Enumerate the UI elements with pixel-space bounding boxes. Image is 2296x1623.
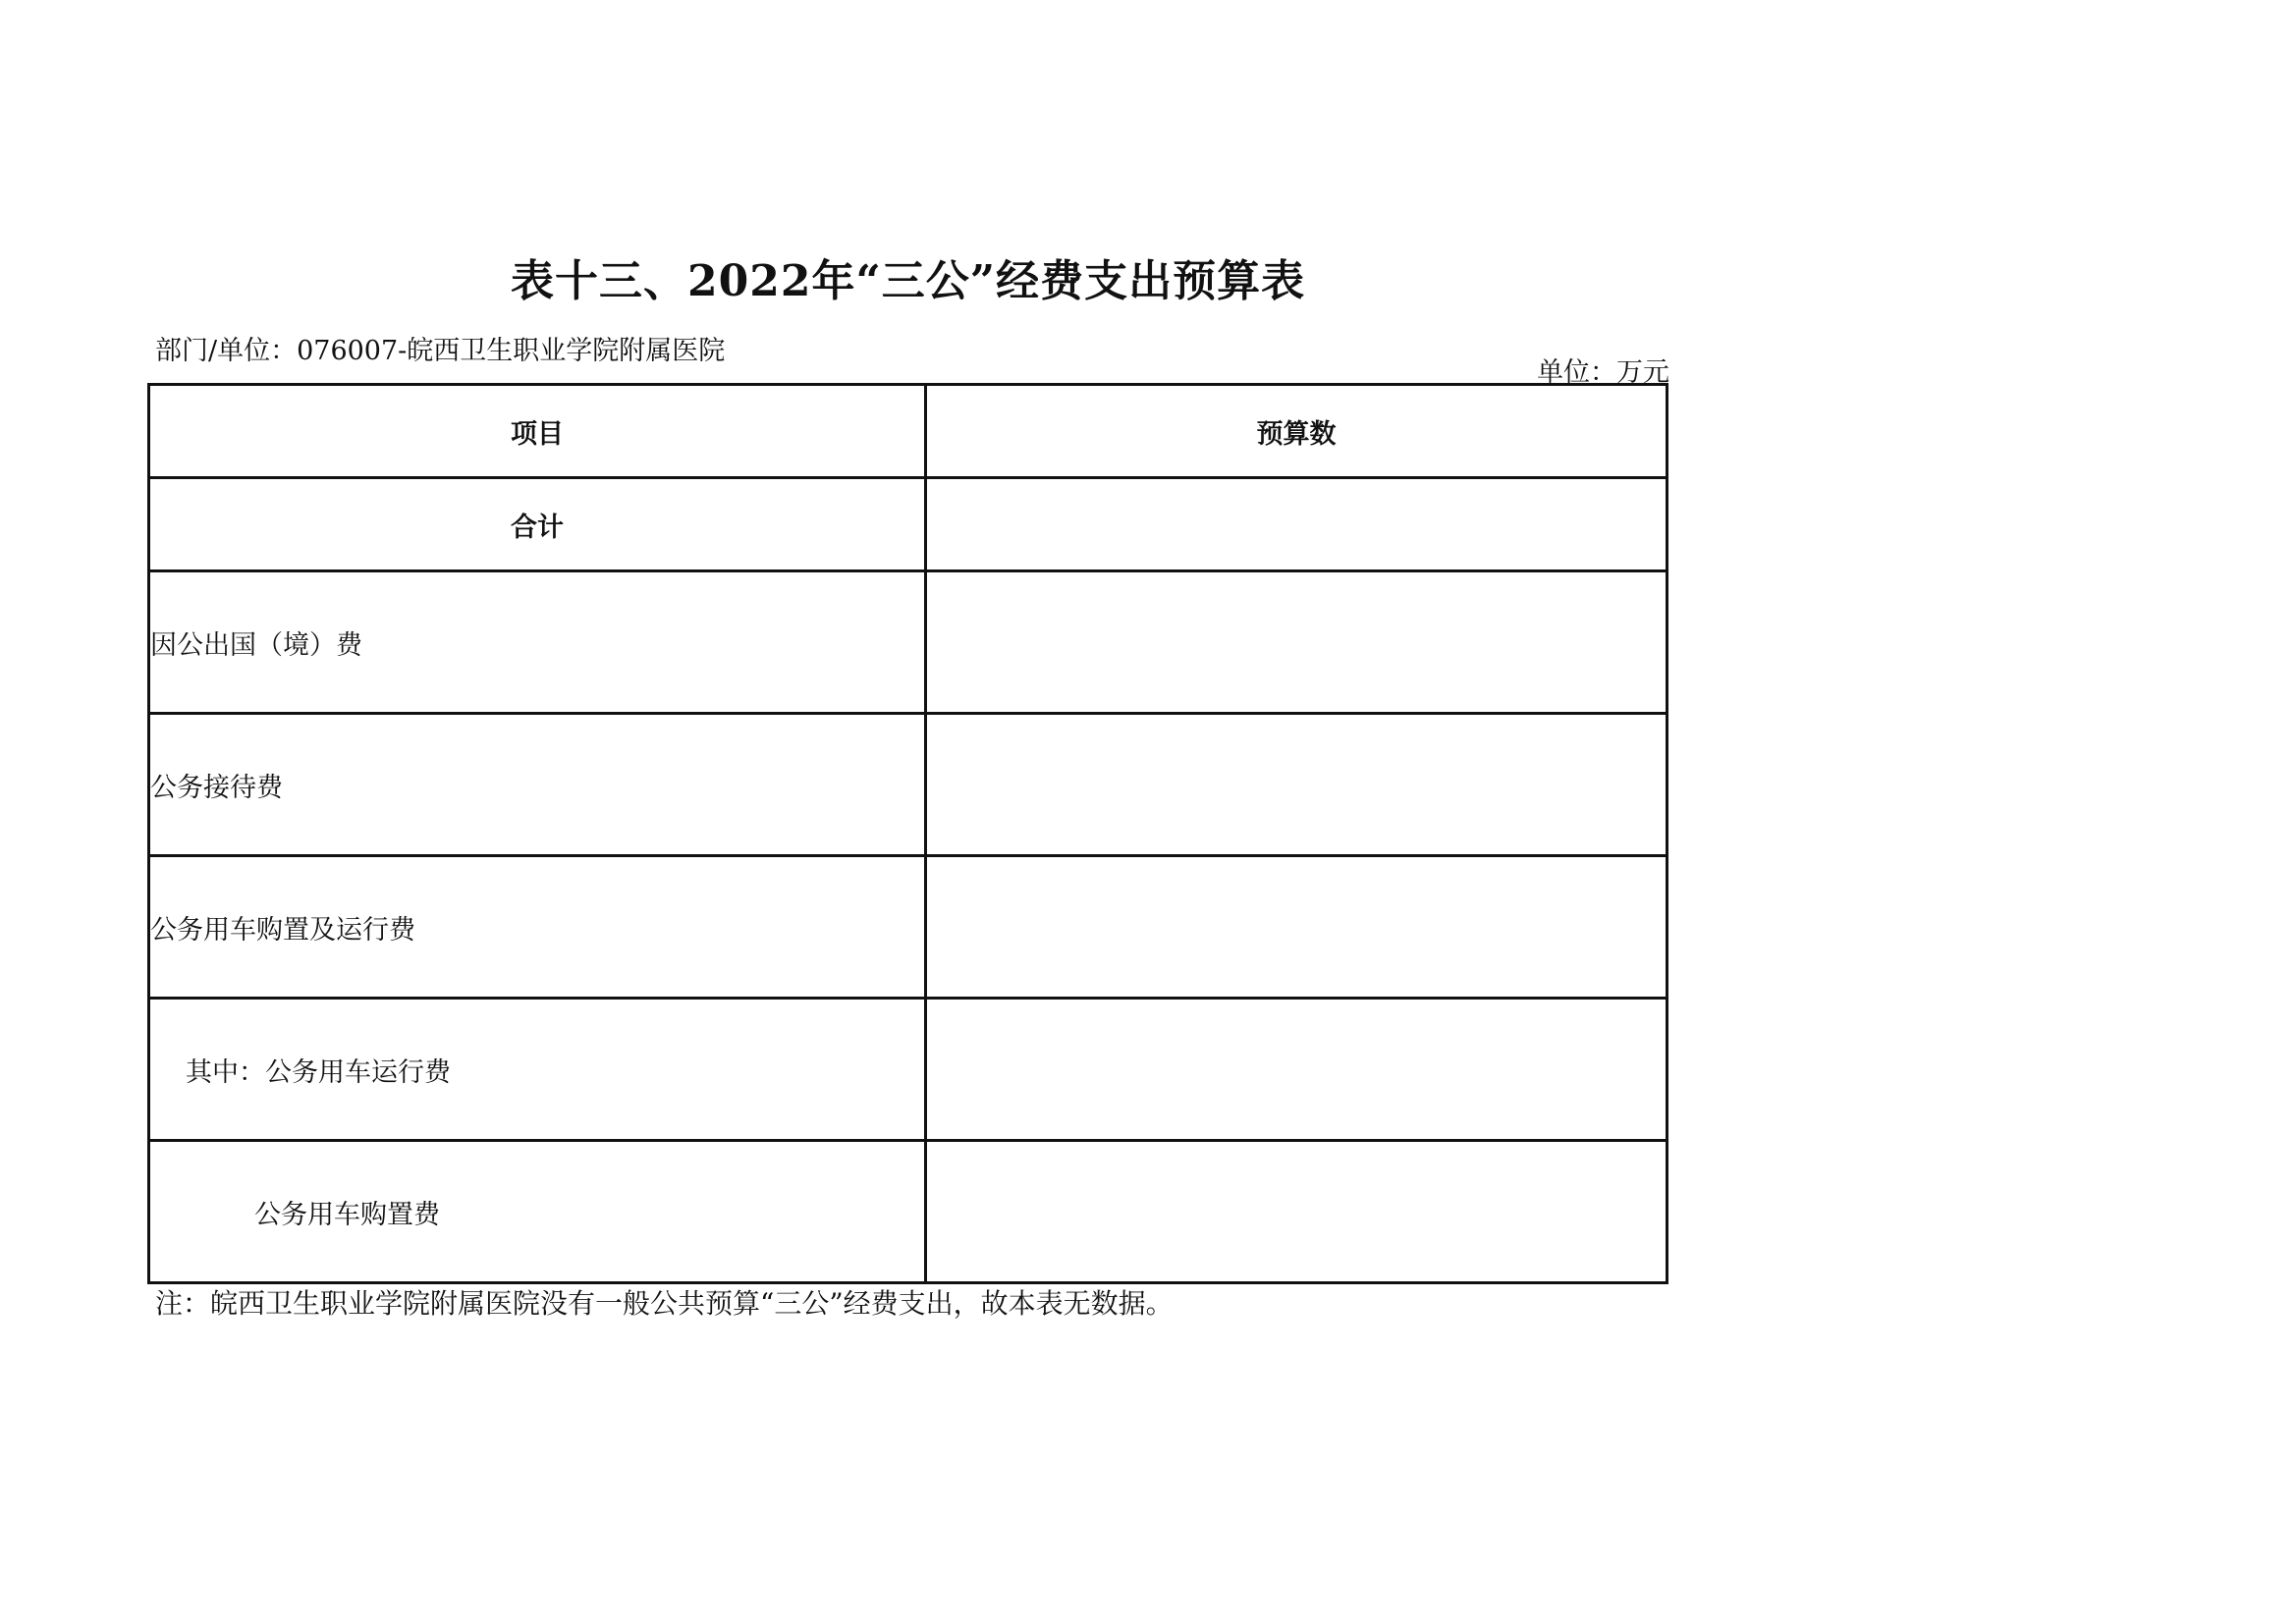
row-value [926,714,1667,856]
department-label: 部门/单位：076007-皖西卫生职业学院附属医院 [155,336,726,366]
budget-table [147,383,1668,1284]
header-budget: 预算数 [926,385,1667,478]
header-item: 项目 [149,385,926,478]
table-row [149,714,1667,856]
row-label: 其中：公务用车运行费 [149,999,926,1141]
unit-label: 单位：万元 [1537,357,1669,388]
table-header-row [149,385,1667,478]
row-value [926,856,1667,999]
table-row [149,856,1667,999]
row-value [926,999,1667,1141]
row-label: 因公出国（境）费 [149,571,926,714]
footnote: 注：皖西卫生职业学院附属医院没有一般公共预算“三公”经费支出，故本表无数据。 [155,1287,1174,1320]
table-row [149,571,1667,714]
row-value [926,1141,1667,1283]
total-label: 合计 [149,478,926,571]
row-label: 公务用车购置费 [149,1141,926,1283]
table-row [149,999,1667,1141]
row-value [926,571,1667,714]
table-row-total [149,478,1667,571]
page-title: 表十三、2022年“三公”经费支出预算表 [511,256,1306,306]
row-label: 公务接待费 [149,714,926,856]
total-value [926,478,1667,571]
row-label: 公务用车购置及运行费 [149,856,926,999]
table-row [149,1141,1667,1283]
